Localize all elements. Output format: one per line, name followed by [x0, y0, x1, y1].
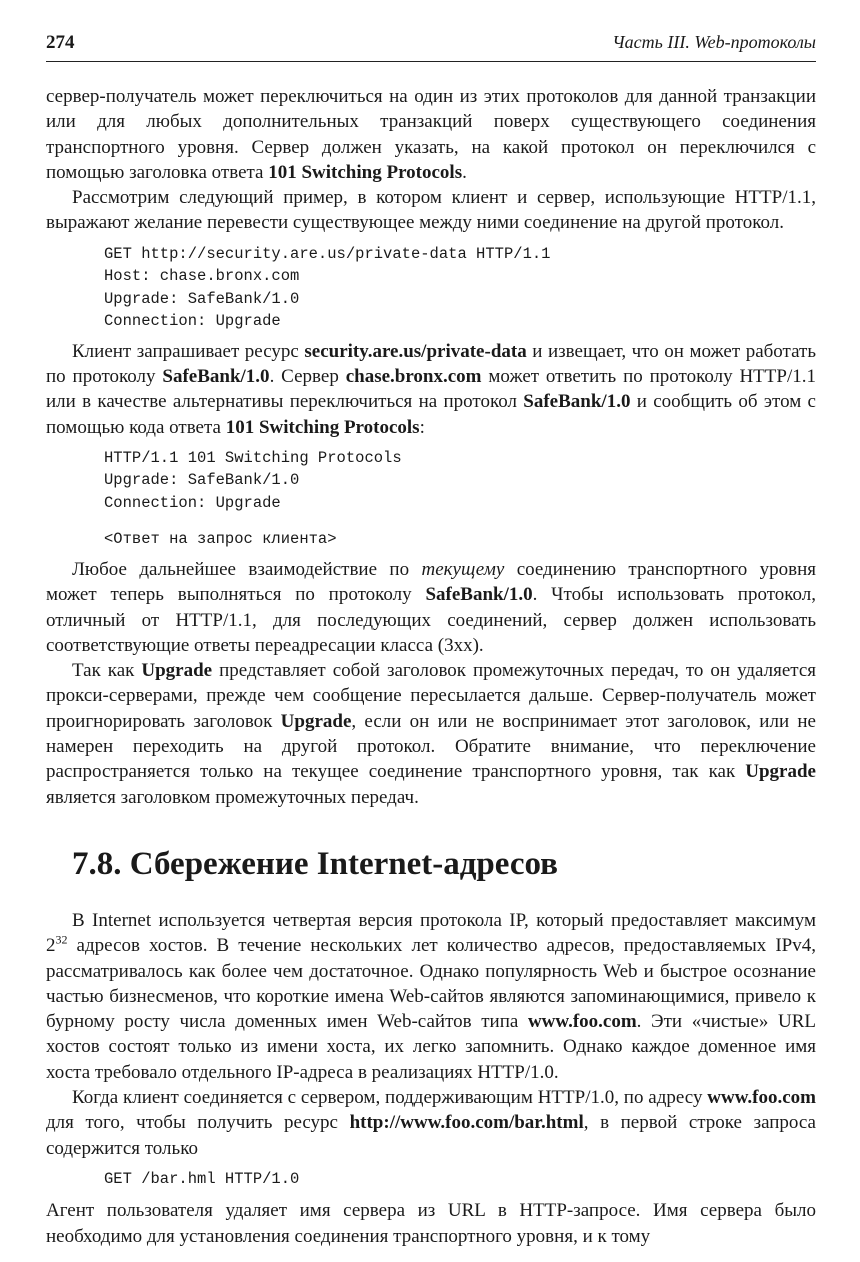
- code-line: Upgrade: SafeBank/1.0: [104, 289, 300, 308]
- code-line: Connection: Upgrade: [104, 493, 281, 512]
- section-title: 7.8. Сбережение Internet-адресов: [72, 845, 558, 882]
- book-page: [46, 32, 816, 1249]
- code-block-request: [46, 243, 816, 333]
- code-line-get: GET /bar.hml HTTP/1.0: [104, 1169, 300, 1188]
- page-number: 274: [46, 32, 75, 53]
- code-line: Connection: Upgrade: [104, 312, 281, 331]
- code-line: HTTP/1.1 101 Switching Protocols: [104, 448, 402, 467]
- page-header: [46, 32, 816, 62]
- paragraph-1: сервер-получатель может переключиться на один из этих протоколов для данной транзакции или для любых дополнительных транзакций поверх существующего соединения транспортного уровня. Сервер должен указать, на какой протокол он переключился с помощью заголовка ответа 101 Switching Protocols.: [46, 86, 816, 183]
- paragraph-4: Любое дальнейшее взаимодействие по текущему соединению транспортного уровня может теперь выполняться по протоколу SafeBank/1.0. Чтобы использовать протокол, отличный от HTTP/1.1, для последующих соединений, сервер должен использовать соответствующие ответы переадресации класса (3xx).: [46, 558, 816, 656]
- code-block-response: [46, 447, 816, 515]
- paragraph-3: Клиент запрашивает ресурс security.are.us/private-data и извещает, что он может работать по протоколу SafeBank/1.0. Сервер chase.bronx.com может ответить по протоколу HTTP/1.1 или в качестве альтернативы переключиться на протокол SafeBank/1.0 и сообщить об этом с помощью кода ответа 101 Switching Protocols:: [46, 340, 816, 438]
- paragraph-8: Агент пользователя удаляет имя сервера из URL в HTTP-запросе. Имя сервера было необходимо для установления соединения транспортного уровня, и к тому: [46, 1200, 816, 1247]
- code-line: Host: chase.bronx.com: [104, 267, 300, 286]
- paragraph-7: Когда клиент соединяется с сервером, поддерживающим HTTP/1.0, по адресу www.foo.com для того, чтобы получить ресурс http://www.foo.com/bar.html, в первой строке запроса содержится только: [46, 1087, 816, 1159]
- code-line: Upgrade: SafeBank/1.0: [104, 471, 300, 490]
- paragraph-2: Рассмотрим следующий пример, в котором клиент и сервер, использующие HTTP/1.1, выражают желание перевести существующее между ними соединение на другой протокол.: [46, 187, 816, 234]
- paragraph-5: Так как Upgrade представляет собой заголовок промежуточных передач, то он удаляется прокси-серверами, прежде чем сообщение пересылается дальше. Сервер-получатель может проигнорировать заголовок Upgrade, если он или не воспринимает этот заголовок, или не намерен переходить на другой протокол. Обратите внимание, что переключение распространяется только на текущее соединение транспортного уровня, так как Upgrade является заголовком промежуточных передач.: [46, 660, 816, 808]
- running-title: Часть III. Web-протоколы: [612, 32, 816, 52]
- paragraph-6: В Internet используется четвертая версия протокола IP, который предоставляет максимум $2^{32}$ адресов хостов. В течение нескольких лет количество адресов, предоставляемых IPv4, рассматривалось как более чем достаточное. Однако популярность Web и быстрое осознание частью бизнесменов, что короткие имена Web-сайтов являются запоминающимися, привело к бурному росту числа доменных имен Web-сайтов типа www.foo.com. Эти «чистые» URL хостов состоят только из имени хоста, их легко запомнить. Однако каждое доменное имя хоста требовало отдельного IP-адреса в реализациях HTTP/1.0.: [46, 909, 816, 1083]
- code-line: GET http://security.are.us/private-data HTTP/1.1: [104, 244, 551, 263]
- code-line-response-body: <Ответ на запрос клиента>: [104, 530, 337, 549]
